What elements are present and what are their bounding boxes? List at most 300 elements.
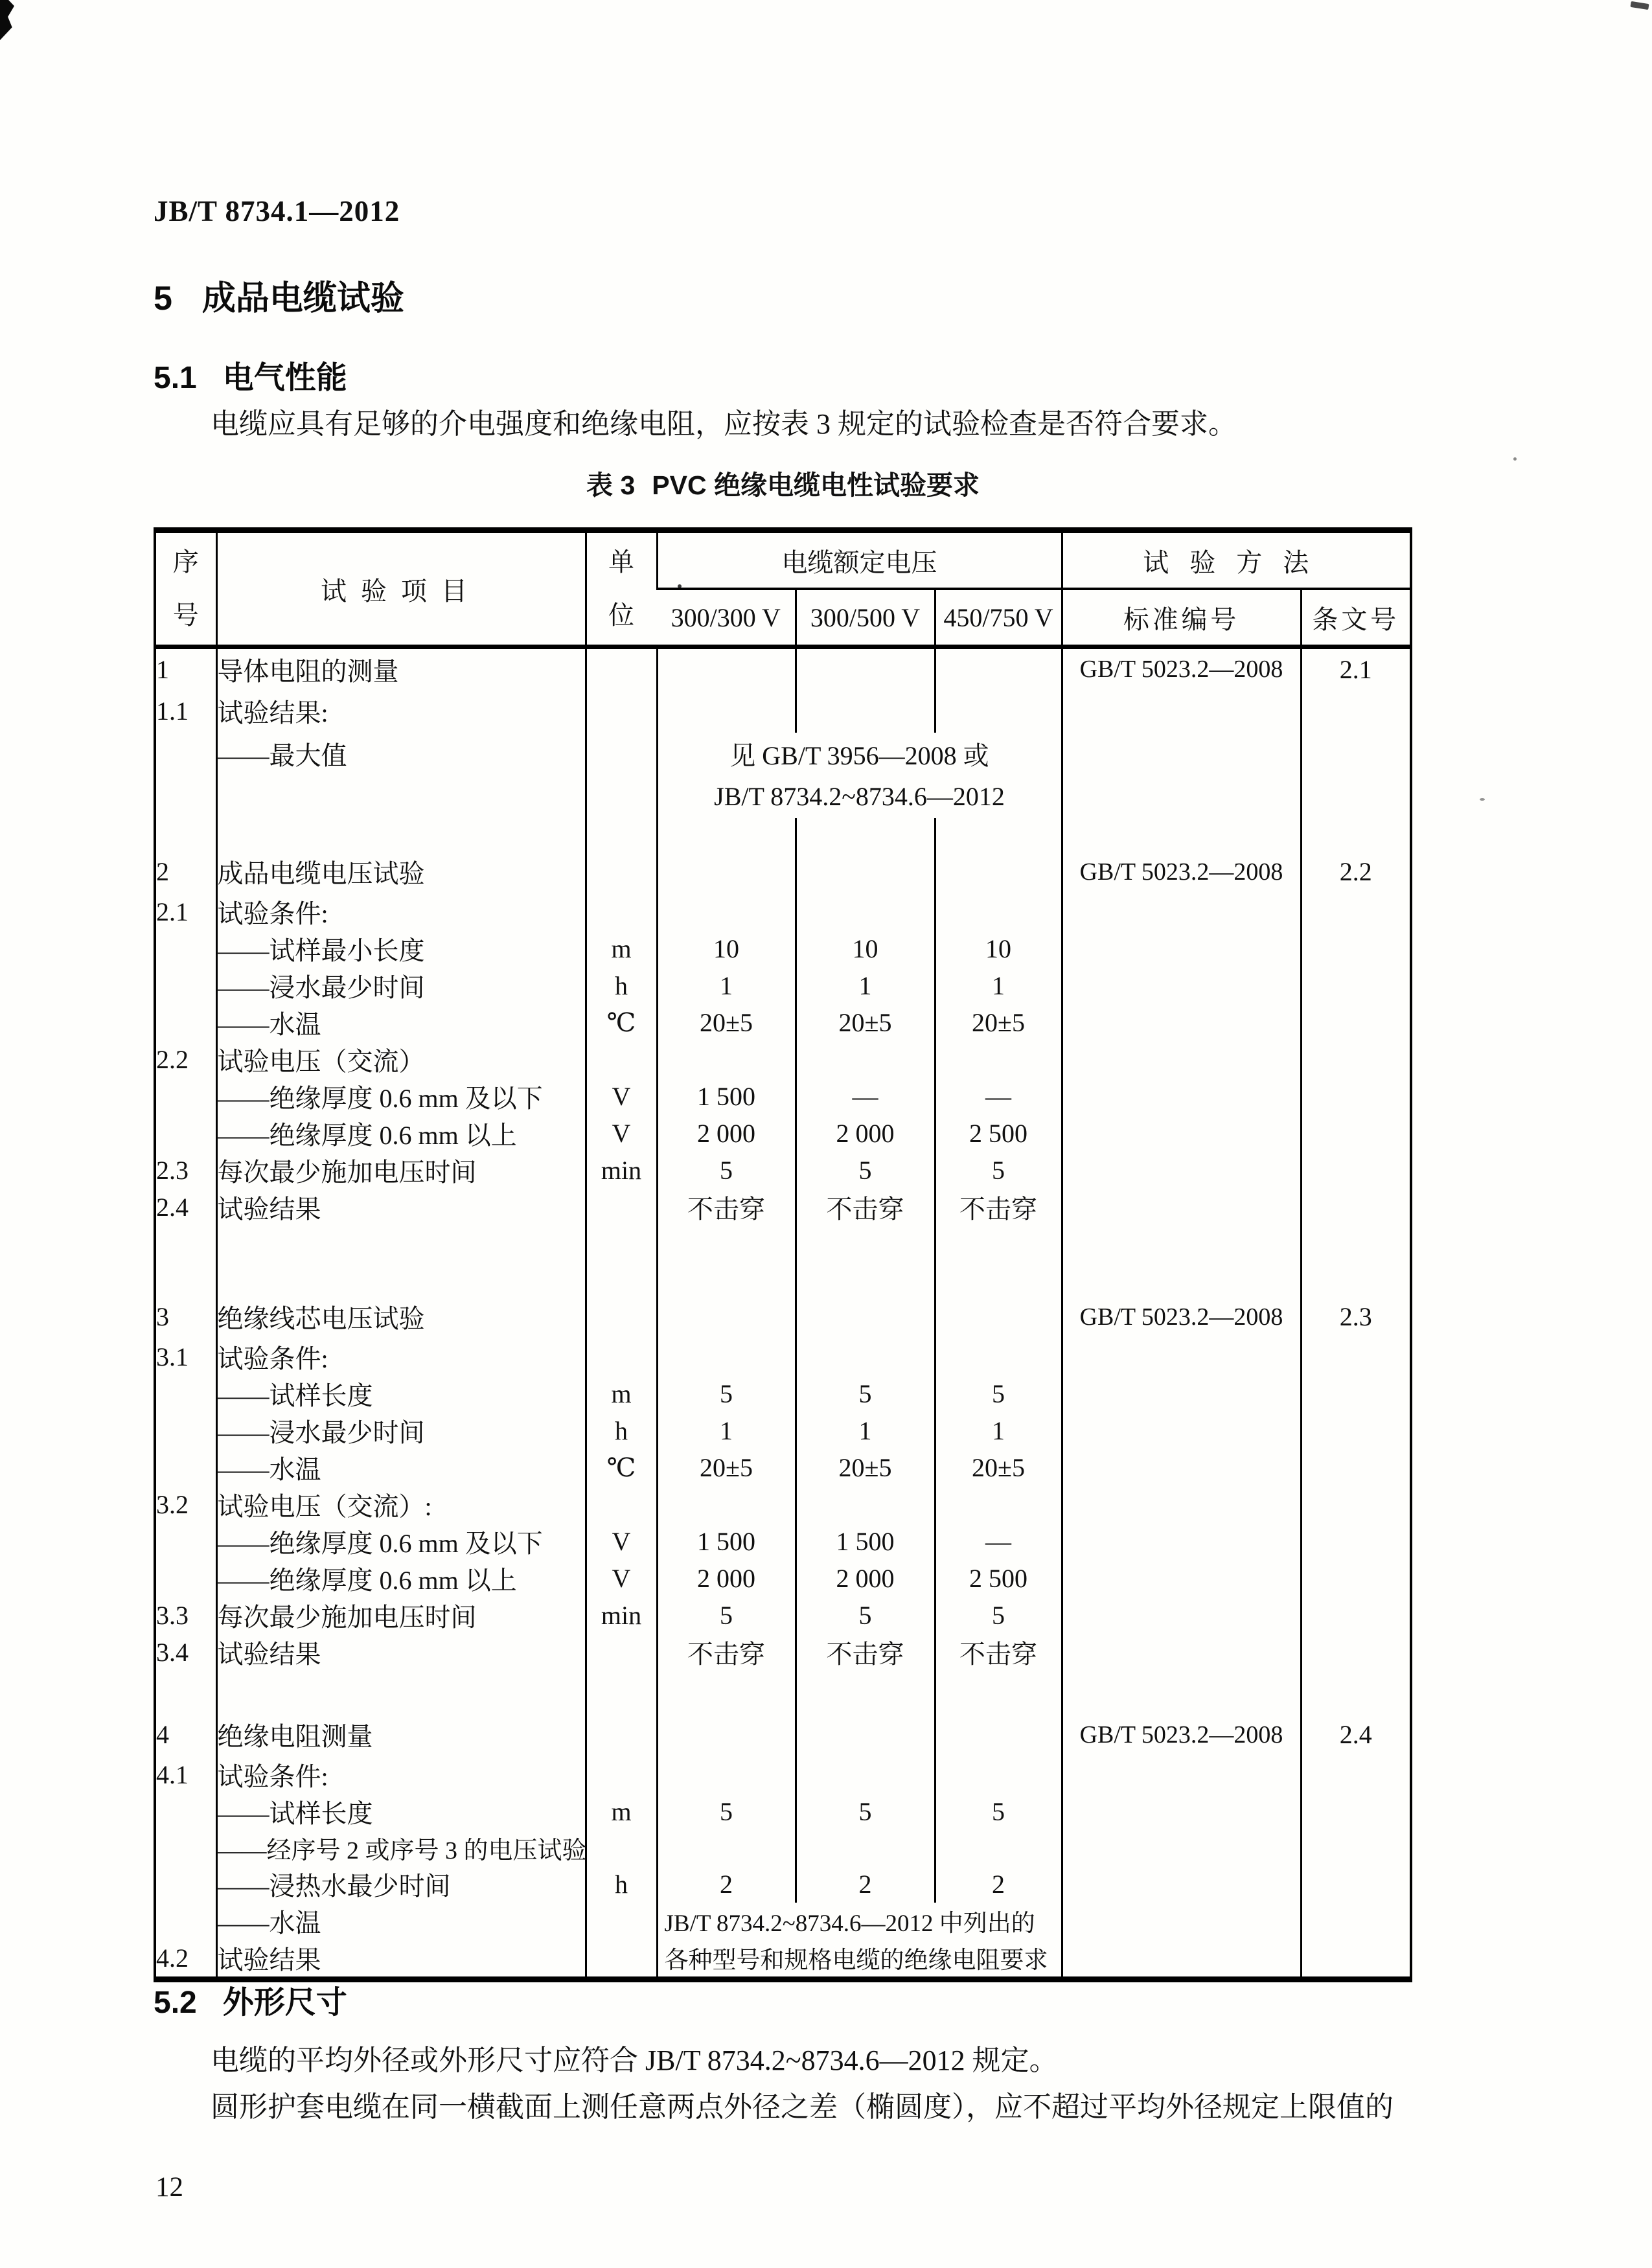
cell-test-item: 试验结果: (216, 690, 586, 733)
table-row (155, 1152, 1411, 1189)
header-300-500: 300/500 V (796, 589, 935, 647)
cell-unit (586, 1940, 657, 1980)
cell-clause (1301, 1449, 1411, 1486)
cell-clause (1301, 775, 1411, 818)
cell-300-500: 2 (796, 1866, 935, 1903)
cell-seq: 3.1 (156, 1342, 189, 1371)
cell-test-item: 试验结果 (216, 1940, 586, 1980)
cell-450-750: 10 (935, 930, 1062, 967)
cell-test-item: ——水温 (216, 1449, 586, 1486)
cell-test-item: 试验条件: (216, 1756, 586, 1793)
table-row (155, 1412, 1411, 1449)
cell-standard (1062, 1866, 1301, 1903)
cell-300-500: 2 000 (796, 1560, 935, 1597)
cell-450-750: 5 (935, 1793, 1062, 1830)
cell-test-item: ——水温 (216, 1903, 586, 1940)
scan-speck (1513, 457, 1517, 461)
cell-300-500: 1 (796, 1412, 935, 1449)
cell-standard (1062, 1115, 1301, 1152)
cell-seq (155, 733, 216, 775)
cell-standard (1062, 930, 1301, 967)
cell-300-500 (796, 1041, 935, 1078)
cell-voltage-span: 各种型号和规格电缆的绝缘电阻要求 (657, 1940, 1062, 1980)
cell-300-500: 5 (796, 1793, 935, 1830)
cell-test-item: 试验结果 (216, 1634, 586, 1671)
section-number: 5.1 (154, 361, 197, 395)
cell-450-750 (935, 851, 1062, 893)
cell-450-750: 5 (935, 1375, 1062, 1412)
cell-450-750 (935, 1756, 1062, 1793)
cell-450-750: 2 500 (935, 1115, 1062, 1152)
cell-test-item: ——水温 (216, 1004, 586, 1041)
cell-450-750: — (935, 1523, 1062, 1560)
paragraph-dimensions-2: 圆形护套电缆在同一横截面上测任意两点外径之差（椭圆度），应不超过平均外径规定上限值的 (211, 2091, 1394, 2123)
table-3-pvc-test-requirements (154, 527, 1412, 1982)
scan-artifact-corner (0, 0, 14, 40)
table-row (155, 1634, 1411, 1671)
cell-standard (1062, 1375, 1301, 1412)
table-caption-title: PVC 绝缘电缆电性试验要求 (652, 470, 980, 500)
cell-seq: 2.1 (156, 897, 189, 926)
cell-450-750: 1 (935, 967, 1062, 1004)
cell-unit (586, 893, 657, 930)
cell-450-750: 2 (935, 1866, 1062, 1903)
cell-450-750 (935, 1830, 1062, 1866)
cell-300-300: 不击穿 (657, 1634, 796, 1671)
table-caption (154, 464, 1412, 502)
cell-standard (1062, 1634, 1301, 1671)
cell-unit (586, 1338, 657, 1375)
cell-300-500: 10 (796, 930, 935, 967)
cell-voltage-span: JB/T 8734.2~8734.6—2012 (657, 775, 1062, 818)
cell-clause (1301, 1903, 1411, 1940)
cell-unit: m (586, 930, 657, 967)
cell-300-300: 1 500 (657, 1078, 796, 1115)
table-row (155, 1078, 1411, 1115)
cell-450-750 (935, 1041, 1062, 1078)
cell-seq (155, 775, 216, 818)
cell-clause (1301, 1189, 1411, 1226)
header-test-method-group: 试验方法 (1062, 531, 1411, 590)
cell-clause (1301, 690, 1411, 733)
cell-300-300: 5 (657, 1152, 796, 1189)
cell-seq (155, 967, 216, 1004)
cell-standard (1062, 1523, 1301, 1560)
cell-450-750 (935, 647, 1062, 690)
cell-clause (1301, 1756, 1411, 1793)
cell-test-item: ——浸水最少时间 (216, 967, 586, 1004)
header-450-750: 450/750 V (935, 589, 1062, 647)
cell-standard (1062, 1078, 1301, 1115)
cell-clause: 2.4 (1301, 1713, 1411, 1756)
table-row (155, 1041, 1411, 1078)
cell-seq: 2.2 (156, 1044, 189, 1074)
cell-test-item (216, 775, 586, 818)
cell-300-500: 1 500 (796, 1523, 935, 1560)
cell-test-item: ——最大值 (216, 733, 586, 775)
cell-clause (1301, 1412, 1411, 1449)
cell-standard (1062, 967, 1301, 1004)
cell-450-750: 5 (935, 1597, 1062, 1634)
cell-300-500: — (796, 1078, 935, 1115)
cell-test-item: 绝缘线芯电压试验 (216, 1296, 586, 1338)
cell-seq: 4.1 (156, 1759, 189, 1789)
table-row (155, 647, 1411, 690)
cell-300-500 (796, 1338, 935, 1375)
table-row (155, 930, 1411, 967)
cell-clause (1301, 1830, 1411, 1866)
cell-seq (155, 1078, 216, 1115)
cell-450-750: 20±5 (935, 1004, 1062, 1041)
cell-clause (1301, 930, 1411, 967)
cell-seq (155, 1903, 216, 1940)
cell-300-500 (796, 690, 935, 733)
cell-unit: V (586, 1078, 657, 1115)
cell-standard (1062, 775, 1301, 818)
cell-clause (1301, 1115, 1411, 1152)
cell-standard (1062, 1412, 1301, 1449)
cell-450-750 (935, 1296, 1062, 1338)
cell-seq: 3.3 (156, 1600, 189, 1630)
cell-300-500 (796, 893, 935, 930)
cell-300-300 (657, 647, 796, 690)
cell-test-item: 每次最少施加电压时间 (216, 1597, 586, 1634)
cell-test-item: ——绝缘厚度 0.6 mm 及以下 (216, 1523, 586, 1560)
document-code-header: JB/T 8734.1—2012 (154, 195, 400, 227)
cell-unit (586, 775, 657, 818)
header-test-item: 试验项目 (216, 531, 586, 647)
cell-test-item: ——绝缘厚度 0.6 mm 及以下 (216, 1078, 586, 1115)
cell-300-500: 20±5 (796, 1449, 935, 1486)
cell-300-500: 20±5 (796, 1004, 935, 1041)
cell-standard (1062, 1152, 1301, 1189)
table-row (155, 1189, 1411, 1226)
table-header-row-groups (155, 531, 1411, 590)
cell-seq (155, 1412, 216, 1449)
cell-seq (155, 1004, 216, 1041)
table-row (155, 1903, 1411, 1940)
table-row (155, 1597, 1411, 1634)
cell-450-750 (935, 1338, 1062, 1375)
cell-300-500: 不击穿 (796, 1189, 935, 1226)
table-row (155, 1486, 1411, 1523)
header-300-300: 300/300 V (657, 589, 796, 647)
cell-300-500: 不击穿 (796, 1634, 935, 1671)
cell-test-item: ——试样长度 (216, 1375, 586, 1412)
cell-seq (155, 1375, 216, 1412)
cell-450-750: 不击穿 (935, 1189, 1062, 1226)
cell-standard (1062, 1756, 1301, 1793)
cell-unit (586, 1830, 657, 1866)
section-number: 5.2 (154, 1986, 197, 2020)
cell-300-500 (796, 1296, 935, 1338)
cell-unit (586, 1903, 657, 1940)
cell-seq (155, 1523, 216, 1560)
cell-test-item: ——经序号 2 或序号 3 的电压试验 (216, 1830, 586, 1866)
cell-450-750: 20±5 (935, 1449, 1062, 1486)
table-row (155, 1830, 1411, 1866)
cell-unit: h (586, 1412, 657, 1449)
cell-300-300: 不击穿 (657, 1189, 796, 1226)
cell-unit: V (586, 1560, 657, 1597)
cell-unit (586, 1713, 657, 1756)
cell-450-750 (935, 1486, 1062, 1523)
cell-clause: 2.3 (1301, 1296, 1411, 1338)
cell-300-500 (796, 1756, 935, 1793)
section-title: 成品电缆试验 (201, 280, 404, 317)
table-spacer-row (155, 1226, 1411, 1296)
cell-seq: 2 (156, 857, 169, 886)
cell-test-item: 绝缘电阻测量 (216, 1713, 586, 1756)
cell-test-item: ——浸热水最少时间 (216, 1866, 586, 1903)
scan-artifact-tick (1630, 1, 1649, 10)
table-row (155, 1793, 1411, 1830)
cell-300-300: 2 (657, 1866, 796, 1903)
cell-seq: 4.2 (156, 1943, 189, 1973)
cell-300-500 (796, 647, 935, 690)
table-row (155, 1713, 1411, 1756)
cell-test-item: 成品电缆电压试验 (216, 851, 586, 893)
table-row (155, 1296, 1411, 1338)
table-row (155, 1004, 1411, 1041)
cell-unit: h (586, 967, 657, 1004)
cell-seq: 2.4 (156, 1192, 189, 1222)
cell-unit: m (586, 1793, 657, 1830)
table-spacer-row (155, 1671, 1411, 1713)
cell-clause: 2.2 (1301, 851, 1411, 893)
cell-unit (586, 1041, 657, 1078)
cell-450-750 (935, 1713, 1062, 1756)
cell-450-750 (935, 893, 1062, 930)
table-row (155, 775, 1411, 818)
cell-clause (1301, 1486, 1411, 1523)
cell-unit (586, 851, 657, 893)
cell-300-300 (657, 1713, 796, 1756)
cell-standard (1062, 1597, 1301, 1634)
paragraph-dimensions-1: 电缆的平均外径或外形尺寸应符合 JB/T 8734.2~8734.6—2012 规定。 (211, 2045, 1058, 2076)
cell-standard (1062, 1830, 1301, 1866)
cell-standard (1062, 1940, 1301, 1980)
cell-standard (1062, 690, 1301, 733)
cell-standard (1062, 1004, 1301, 1041)
cell-clause (1301, 1866, 1411, 1903)
cell-300-300: 1 500 (657, 1523, 796, 1560)
section-heading-5 (154, 271, 404, 319)
cell-standard (1062, 1041, 1301, 1078)
cell-clause (1301, 893, 1411, 930)
cell-seq (155, 1560, 216, 1597)
table-row (155, 1756, 1411, 1793)
cell-seq: 2.3 (156, 1155, 189, 1185)
cell-450-750: 1 (935, 1412, 1062, 1449)
cell-300-300 (657, 1296, 796, 1338)
cell-unit: min (586, 1597, 657, 1634)
cell-300-500 (796, 851, 935, 893)
section-title: 外形尺寸 (222, 1986, 347, 2020)
cell-300-300: 1 (657, 967, 796, 1004)
page-number: 12 (155, 2172, 183, 2203)
cell-300-500: 1 (796, 967, 935, 1004)
section-title: 电气性能 (222, 361, 347, 395)
cell-test-item: ——浸水最少时间 (216, 1412, 586, 1449)
cell-standard (1062, 733, 1301, 775)
cell-test-item: ——绝缘厚度 0.6 mm 以上 (216, 1115, 586, 1152)
cell-clause (1301, 1041, 1411, 1078)
cell-clause (1301, 1560, 1411, 1597)
cell-450-750: — (935, 1078, 1062, 1115)
cell-450-750: 不击穿 (935, 1634, 1062, 1671)
table-caption-label: 表 3 (586, 470, 636, 500)
cell-test-item: 导体电阻的测量 (216, 647, 586, 690)
section-heading-5-2 (154, 1977, 347, 2022)
header-unit: 单位 (586, 531, 657, 647)
cell-seq (155, 1866, 216, 1903)
cell-300-300 (657, 1338, 796, 1375)
cell-300-500 (796, 1486, 935, 1523)
cell-unit: V (586, 1115, 657, 1152)
cell-300-300 (657, 690, 796, 733)
cell-300-300: 5 (657, 1793, 796, 1830)
cell-300-300: 2 000 (657, 1560, 796, 1597)
cell-standard (1062, 1793, 1301, 1830)
cell-unit (586, 1296, 657, 1338)
cell-clause (1301, 733, 1411, 775)
cell-standard (1062, 893, 1301, 930)
cell-300-500 (796, 1830, 935, 1866)
cell-300-500: 2 000 (796, 1115, 935, 1152)
cell-standard: GB/T 5023.2—2008 (1062, 1713, 1301, 1756)
cell-seq: 3.2 (156, 1489, 189, 1519)
cell-clause (1301, 1078, 1411, 1115)
cell-clause (1301, 967, 1411, 1004)
cell-seq: 4 (156, 1720, 169, 1749)
section-number: 5 (154, 280, 172, 317)
cell-clause (1301, 1338, 1411, 1375)
cell-test-item: 试验条件: (216, 893, 586, 930)
header-rated-voltage-group: 电缆额定电压 (657, 531, 1062, 590)
cell-standard: GB/T 5023.2—2008 (1062, 647, 1301, 690)
table-row (155, 733, 1411, 775)
table-row (155, 893, 1411, 930)
table-row (155, 1866, 1411, 1903)
cell-seq (155, 1830, 216, 1866)
cell-unit: h (586, 1866, 657, 1903)
cell-300-300 (657, 1830, 796, 1866)
cell-unit: ℃ (586, 1004, 657, 1041)
cell-standard: GB/T 5023.2—2008 (1062, 1296, 1301, 1338)
cell-seq: 3 (156, 1302, 169, 1331)
header-clause-no: 条文号 (1301, 589, 1411, 647)
table-row (155, 1115, 1411, 1152)
cell-300-500: 5 (796, 1375, 935, 1412)
cell-clause (1301, 1523, 1411, 1560)
cell-300-300 (657, 851, 796, 893)
cell-voltage-span: 见 GB/T 3956—2008 或 (657, 733, 1062, 775)
table-row (155, 851, 1411, 893)
cell-standard (1062, 1189, 1301, 1226)
header-seq: 序号 (155, 531, 216, 647)
section-heading-5-1 (154, 352, 347, 397)
cell-test-item: 试验电压（交流）: (216, 1486, 586, 1523)
cell-seq (155, 1449, 216, 1486)
cell-300-300: 5 (657, 1597, 796, 1634)
cell-unit (586, 1634, 657, 1671)
cell-seq: 1 (156, 654, 169, 684)
cell-300-300 (657, 893, 796, 930)
cell-300-500: 5 (796, 1152, 935, 1189)
table-row (155, 1523, 1411, 1560)
cell-300-300: 2 000 (657, 1115, 796, 1152)
cell-test-item: 每次最少施加电压时间 (216, 1152, 586, 1189)
table-row (155, 1338, 1411, 1375)
header-standard-no: 标准编号 (1062, 589, 1301, 647)
cell-450-750 (935, 690, 1062, 733)
cell-clause (1301, 1004, 1411, 1041)
cell-clause (1301, 1940, 1411, 1980)
table-row (155, 1449, 1411, 1486)
cell-clause (1301, 1634, 1411, 1671)
table-row (155, 967, 1411, 1004)
cell-unit: m (586, 1375, 657, 1412)
cell-seq (155, 1793, 216, 1830)
table-row (155, 1940, 1411, 1980)
cell-300-300: 1 (657, 1412, 796, 1449)
cell-300-300: 10 (657, 930, 796, 967)
cell-unit (586, 733, 657, 775)
cell-standard (1062, 1486, 1301, 1523)
cell-450-750: 5 (935, 1152, 1062, 1189)
cell-300-500 (796, 1713, 935, 1756)
cell-300-300 (657, 1041, 796, 1078)
cell-clause: 2.1 (1301, 647, 1411, 690)
cell-seq (155, 1115, 216, 1152)
cell-unit (586, 1189, 657, 1226)
cell-test-item: ——试样最小长度 (216, 930, 586, 967)
cell-unit: min (586, 1152, 657, 1189)
cell-unit: ℃ (586, 1449, 657, 1486)
cell-standard (1062, 1560, 1301, 1597)
cell-test-item: 试验条件: (216, 1338, 586, 1375)
paragraph-electrical: 电缆应具有足够的介电强度和绝缘电阻，应按表 3 规定的试验检查是否符合要求。 (211, 408, 1237, 440)
table-row (155, 690, 1411, 733)
cell-450-750: 2 500 (935, 1560, 1062, 1597)
table-row (155, 1560, 1411, 1597)
table-spacer-row (155, 818, 1411, 851)
cell-standard (1062, 1449, 1301, 1486)
cell-seq: 3.4 (156, 1637, 189, 1667)
cell-seq: 1.1 (156, 696, 189, 726)
cell-clause (1301, 1597, 1411, 1634)
cell-standard (1062, 1903, 1301, 1940)
cell-300-300 (657, 1486, 796, 1523)
cell-unit (586, 1756, 657, 1793)
scan-speck (1480, 798, 1485, 801)
cell-300-300: 20±5 (657, 1004, 796, 1041)
cell-300-300: 20±5 (657, 1449, 796, 1486)
table-row (155, 1375, 1411, 1412)
cell-clause (1301, 1375, 1411, 1412)
cell-standard: GB/T 5023.2—2008 (1062, 851, 1301, 893)
cell-unit: V (586, 1523, 657, 1560)
cell-unit (586, 690, 657, 733)
cell-seq (155, 930, 216, 967)
cell-unit (586, 647, 657, 690)
cell-clause (1301, 1793, 1411, 1830)
cell-300-500: 5 (796, 1597, 935, 1634)
cell-300-300 (657, 1756, 796, 1793)
cell-300-300: 5 (657, 1375, 796, 1412)
cell-test-item: 试验结果 (216, 1189, 586, 1226)
